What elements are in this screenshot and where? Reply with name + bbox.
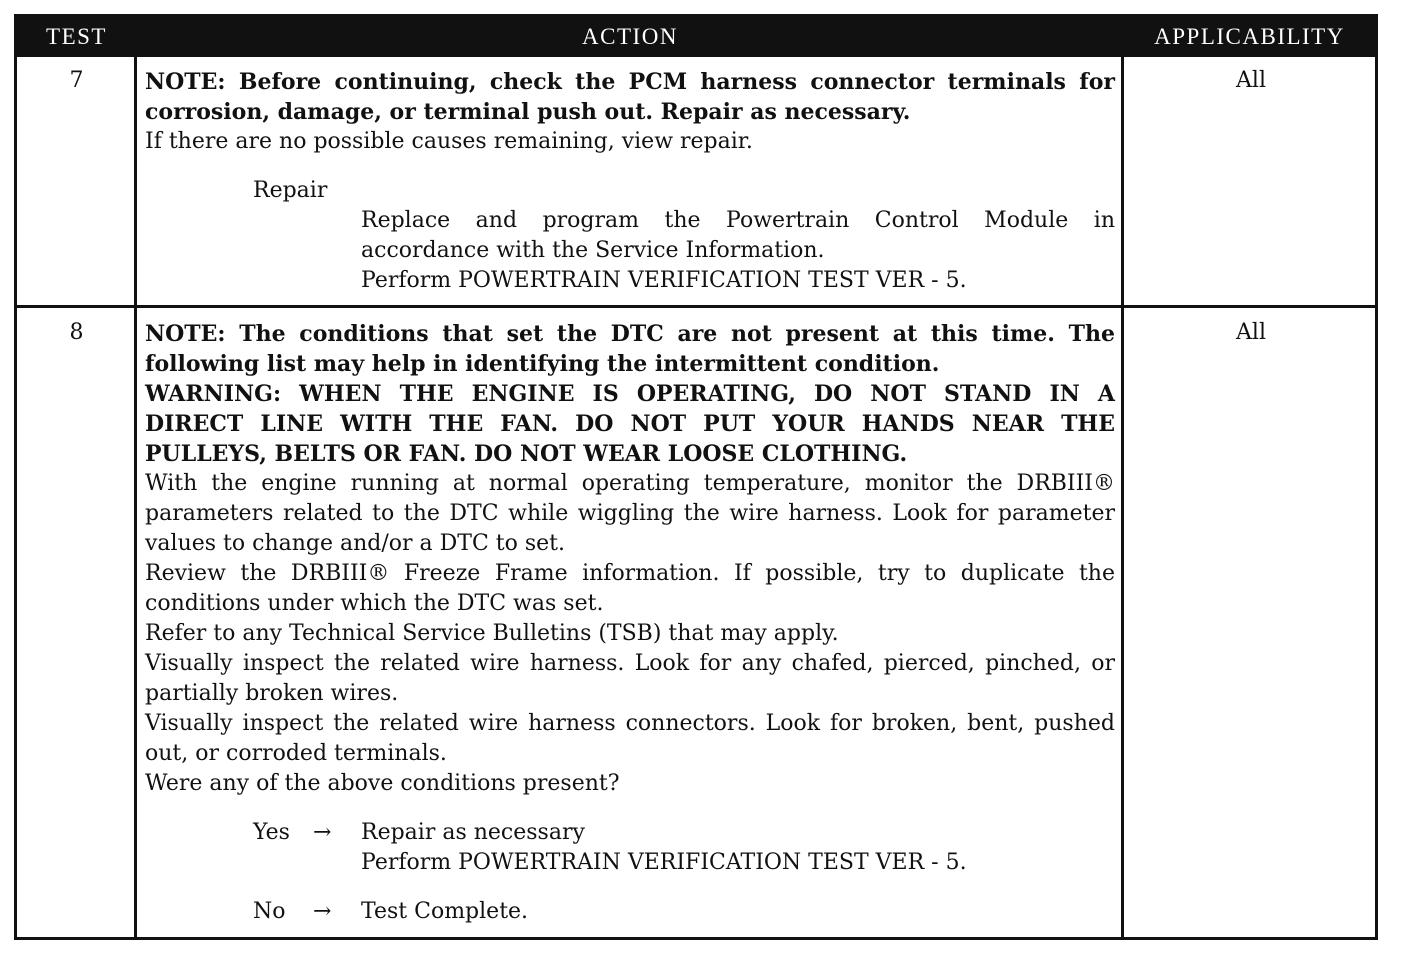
step-tsb: Refer to any Technical Service Bulletins (TSB) that may apply. [145,621,839,646]
arrow-right-icon: → [313,820,332,845]
test-number-7: 7 [69,68,84,93]
header-applicability: APPLICABILITY [1154,24,1345,49]
yes-branch [145,818,1115,848]
repair-label: Repair [253,178,328,203]
action-cell-8 [145,319,1115,927]
step-freeze-frame: Review the DRBIII® Freeze Frame information. If possible, try to duplicate the conditions under which the DTC was set. [145,561,1115,616]
yes-result-2: Perform POWERTRAIN VERIFICATION TEST VER - 5. [361,850,967,875]
no-result: Test Complete. [361,899,529,924]
test-number-8: 8 [69,320,84,345]
yes-result-1: Repair as necessary [361,820,585,845]
header-action: ACTION [582,24,678,49]
no-label: No [253,899,286,924]
table-header [17,17,1375,57]
applicability-7: All [1236,68,1266,93]
note-7: NOTE: Before continuing, check the PCM harness connector terminals for corrosion, damage, or terminal push out. Repair as necessary. [145,69,1115,125]
no-branch [145,897,1115,927]
column-divider-right [1121,57,1124,937]
yes-label: Yes [253,820,290,845]
yes-branch-cont [145,848,1115,878]
row-divider [17,305,1375,308]
column-divider-left [134,57,137,937]
step-question: Were any of the above conditions present? [145,771,620,796]
note-8: NOTE: The conditions that set the DTC are not present at this time. The following list may help in identifying the intermittent condition. [145,321,1115,377]
step-inspect-connectors: Visually inspect the related wire harness connectors. Look for broken, bent, pushed out, or corroded terminals. [145,711,1115,766]
instruction-7: If there are no possible causes remaining, view repair. [145,129,753,154]
applicability-8: All [1236,320,1266,345]
arrow-right-icon: → [313,899,332,924]
header-test: TEST [46,24,107,49]
warning-8: WARNING: WHEN THE ENGINE IS OPERATING, DO NOT STAND IN A DIRECT LINE WITH THE FAN. DO NOT PUT YOUR HANDS NEAR THE PULLEYS, BELTS OR FAN. DO NOT WEAR LOOSE CLOTHING. [145,381,1115,467]
action-cell-7 [145,67,1115,296]
repair-step-2: Perform POWERTRAIN VERIFICATION TEST VER - 5. [361,268,967,293]
diagnostic-table [14,14,1378,940]
repair-step-1: Replace and program the Powertrain Control Module in accordance with the Service Information. [361,208,1115,263]
step-monitor: With the engine running at normal operating temperature, monitor the DRBIII® parameters related to the DTC while wiggling the wire harness. Look for parameter values to change and/or a DTC to set. [145,471,1115,556]
step-inspect-harness: Visually inspect the related wire harness. Look for any chafed, pierced, pinched, or partially broken wires. [145,651,1115,706]
